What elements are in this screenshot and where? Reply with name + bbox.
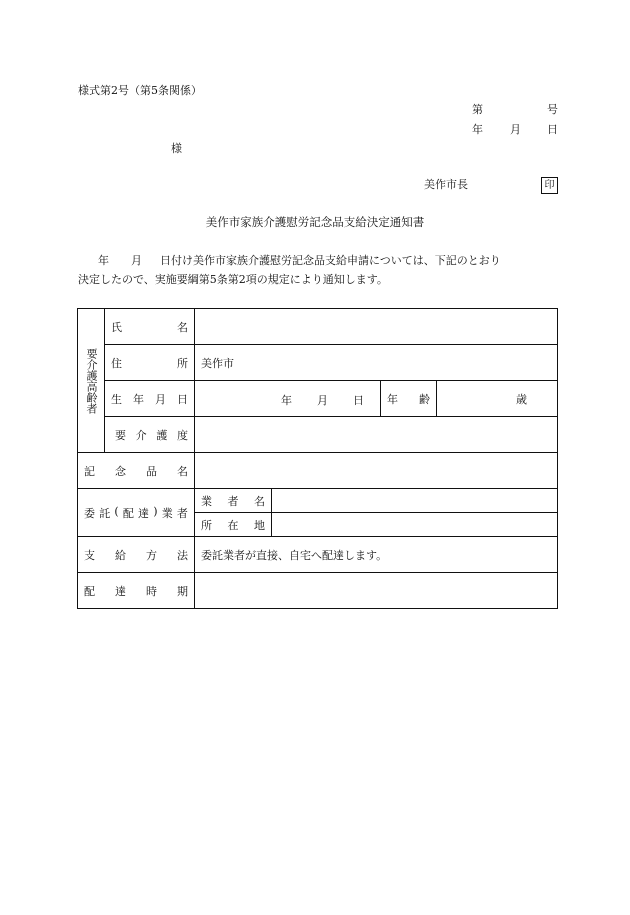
address-label: 住 所: [105, 345, 195, 381]
delivery-time-value[interactable]: [195, 573, 558, 609]
name-label: 氏 名: [105, 309, 195, 345]
vendor-address-value[interactable]: [272, 513, 558, 537]
date-year: 年: [472, 123, 483, 136]
notice-line-2: 決定したので、実施要綱第5条第2項の規定により通知します。: [78, 273, 388, 286]
age-label: 年 齢: [381, 381, 437, 417]
vendor-address-label: 所 在 地: [195, 513, 272, 537]
date-day: 日: [547, 123, 558, 136]
form-number: 様式第2号（第5条関係）: [78, 84, 202, 97]
decision-table: [77, 308, 558, 609]
delivery-time-label: 配 達 時 期: [78, 573, 195, 609]
notice-body: [78, 251, 558, 289]
contractor-label: 委 託 ( 配 達 ) 業 者: [78, 489, 195, 537]
date-month: 月: [510, 123, 521, 136]
care-level-label: 要 介 護 度: [105, 417, 195, 453]
vendor-name-value[interactable]: [272, 489, 558, 513]
address-value[interactable]: 美作市: [195, 345, 558, 381]
delivery-method-label: 支 給 方 法: [78, 537, 195, 573]
name-value[interactable]: [195, 309, 558, 345]
number-suffix: 号: [547, 103, 558, 116]
gift-name-label: 記 念 品 名: [78, 453, 195, 489]
number-prefix: 第: [472, 103, 483, 116]
care-level-value[interactable]: [195, 417, 558, 453]
birthdate-value[interactable]: 年 月 日: [195, 381, 381, 417]
document-title: 美作市家族介護慰労記念品支給決定通知書: [205, 215, 425, 229]
notice-line-1: 年 月 日付け美作市家族介護慰労記念品支給申請については、下記のとおり: [98, 254, 501, 267]
age-value[interactable]: 歳: [437, 381, 558, 417]
gift-name-value[interactable]: [195, 453, 558, 489]
seal-mark: 印: [541, 177, 558, 194]
addressee-honorific: 様: [171, 142, 182, 155]
birthdate-label: 生 年 月 日: [105, 381, 195, 417]
delivery-method-value: 委託業者が直接、自宅へ配達します。: [195, 537, 558, 573]
sender-name: 美作市長: [424, 178, 468, 191]
elderly-group-label: 要介護高齢者: [78, 309, 105, 453]
vendor-name-label: 業 者 名: [195, 489, 272, 513]
